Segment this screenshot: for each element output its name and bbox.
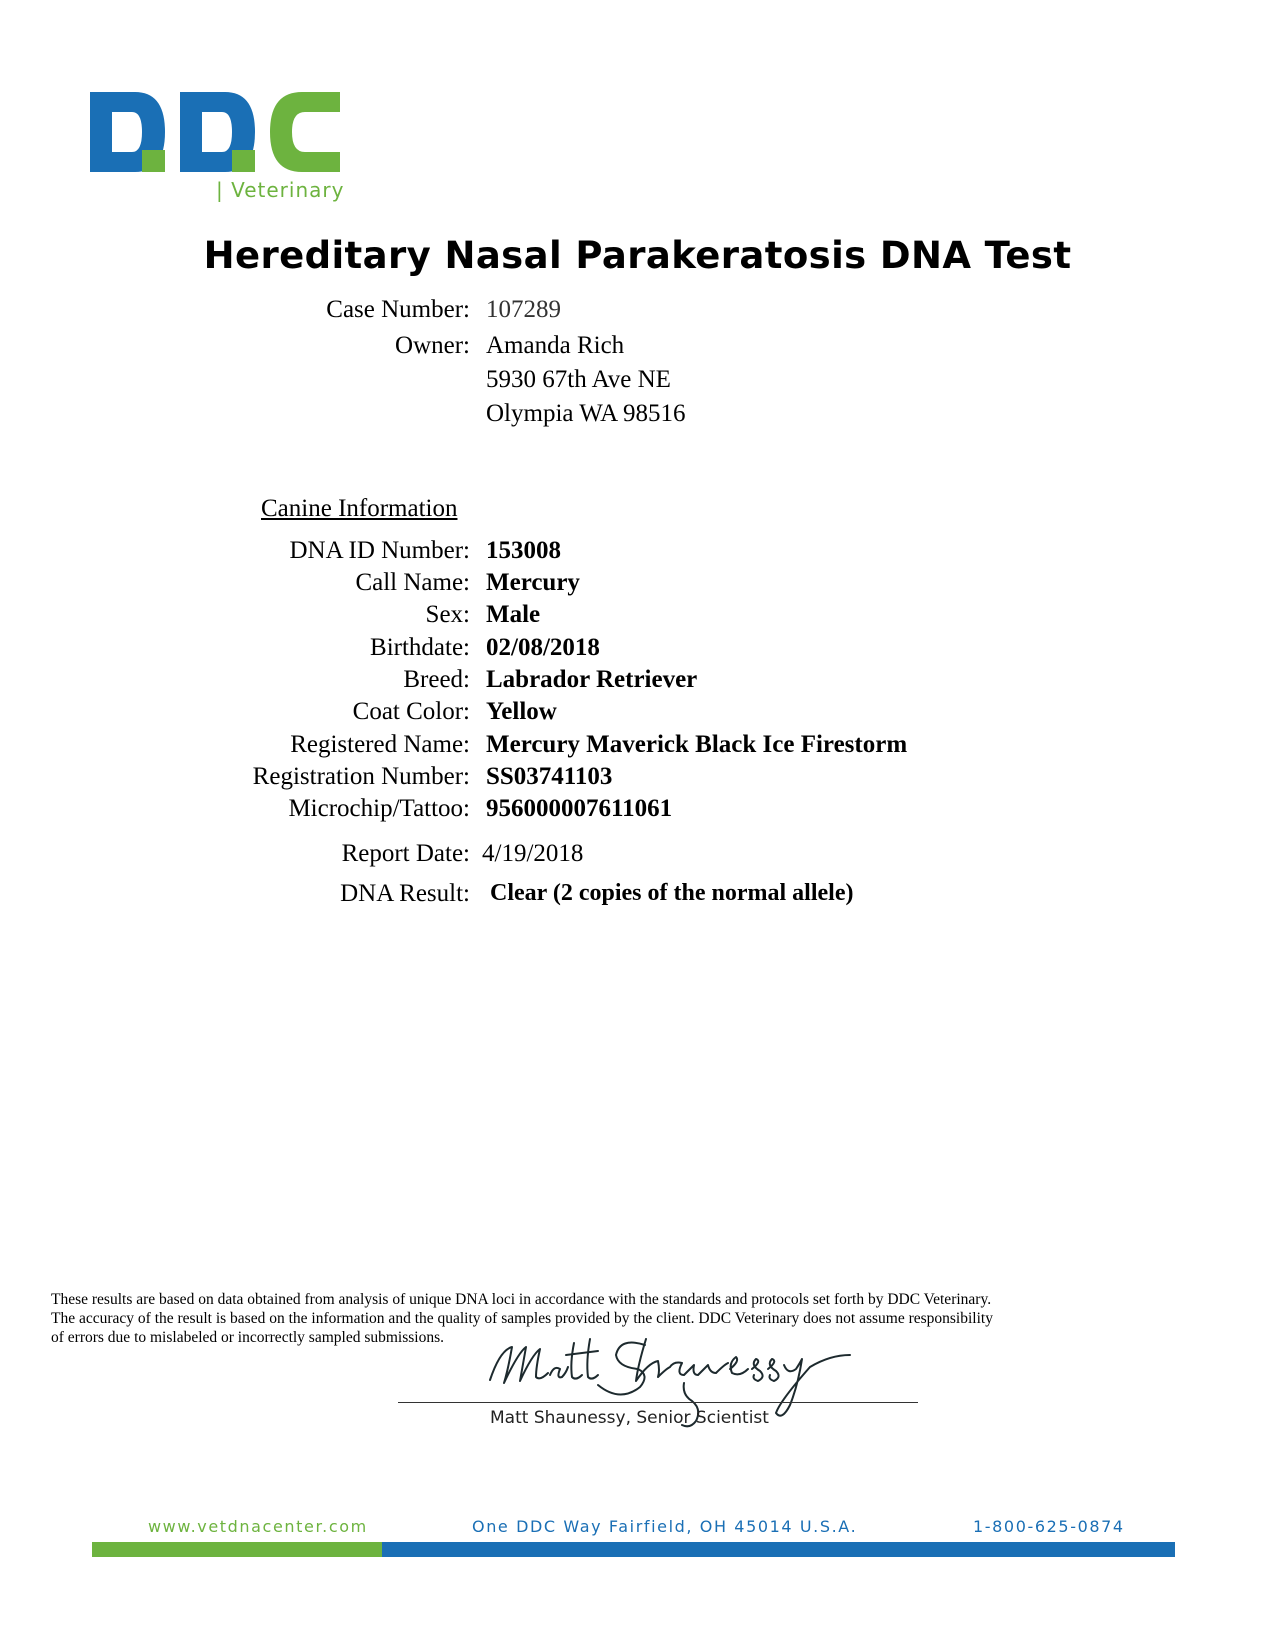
logo-subtitle: | Veterinary (216, 178, 345, 202)
owner-address-line2: Olympia WA 98516 (486, 400, 686, 427)
disclaimer-line: These results are based on data obtained from analysis of unique DNA loci in accordance with the standards and protocols set forth by DDC Veterinary. (51, 1291, 992, 1308)
breed-value: Labrador Retriever (486, 666, 698, 693)
owner-address-line1: 5930 67th Ave NE (486, 366, 671, 393)
dna-result-value: Clear (2 copies of the normal allele) (490, 880, 854, 906)
disclaimer-line: The accuracy of the result is based on the information and the quality of samples provided by the client. DDC Veterinary does not assume responsibility (51, 1310, 993, 1327)
coat-color-value: Yellow (486, 698, 557, 725)
canine-info-heading: Canine Information (261, 495, 458, 522)
owner-name: Amanda Rich (486, 332, 625, 359)
dna-result-label: DNA Result: (340, 880, 470, 907)
footer-bar-green (92, 1542, 382, 1557)
registration-number-label: Registration Number: (252, 763, 470, 790)
registration-number-value: SS03741103 (486, 763, 613, 790)
footer-phone: 1-800-625-0874 (973, 1517, 1125, 1536)
sex-value: Male (486, 601, 541, 628)
footer-website: www.vetdnacenter.com (148, 1517, 368, 1536)
signatory-name: Matt Shaunessy, Senior Scientist (490, 1408, 769, 1428)
sex-label: Sex: (425, 601, 470, 628)
dna-id-value: 153008 (486, 537, 561, 564)
case-number-value: 107289 (486, 296, 561, 323)
footer-address: One DDC Way Fairfield, OH 45014 U.S.A. (472, 1517, 858, 1536)
birthdate-label: Birthdate: (370, 634, 470, 661)
registered-name-value: Mercury Maverick Black Ice Firestorm (486, 731, 908, 758)
page-title: Hereditary Nasal Parakeratosis DNA Test (203, 234, 1072, 277)
signature-line (398, 1402, 918, 1403)
owner-label: Owner: (395, 332, 470, 359)
breed-label: Breed: (403, 666, 470, 693)
case-number-label: Case Number: (326, 296, 470, 323)
ddc-wordmark-icon (90, 92, 350, 172)
footer-bar-blue (382, 1542, 1175, 1557)
call-name-value: Mercury (486, 569, 580, 596)
coat-color-label: Coat Color: (352, 698, 470, 725)
call-name-label: Call Name: (355, 569, 470, 596)
report-date-value: 4/19/2018 (482, 840, 584, 867)
disclaimer-line: of errors due to mislabeled or incorrectly sampled submissions. (51, 1329, 445, 1346)
report-date-label: Report Date: (341, 840, 470, 867)
microchip-label: Microchip/Tattoo: (288, 795, 470, 822)
microchip-value: 956000007611061 (486, 795, 673, 822)
birthdate-value: 02/08/2018 (486, 634, 600, 661)
dna-id-label: DNA ID Number: (289, 537, 470, 564)
registered-name-label: Registered Name: (290, 731, 470, 758)
